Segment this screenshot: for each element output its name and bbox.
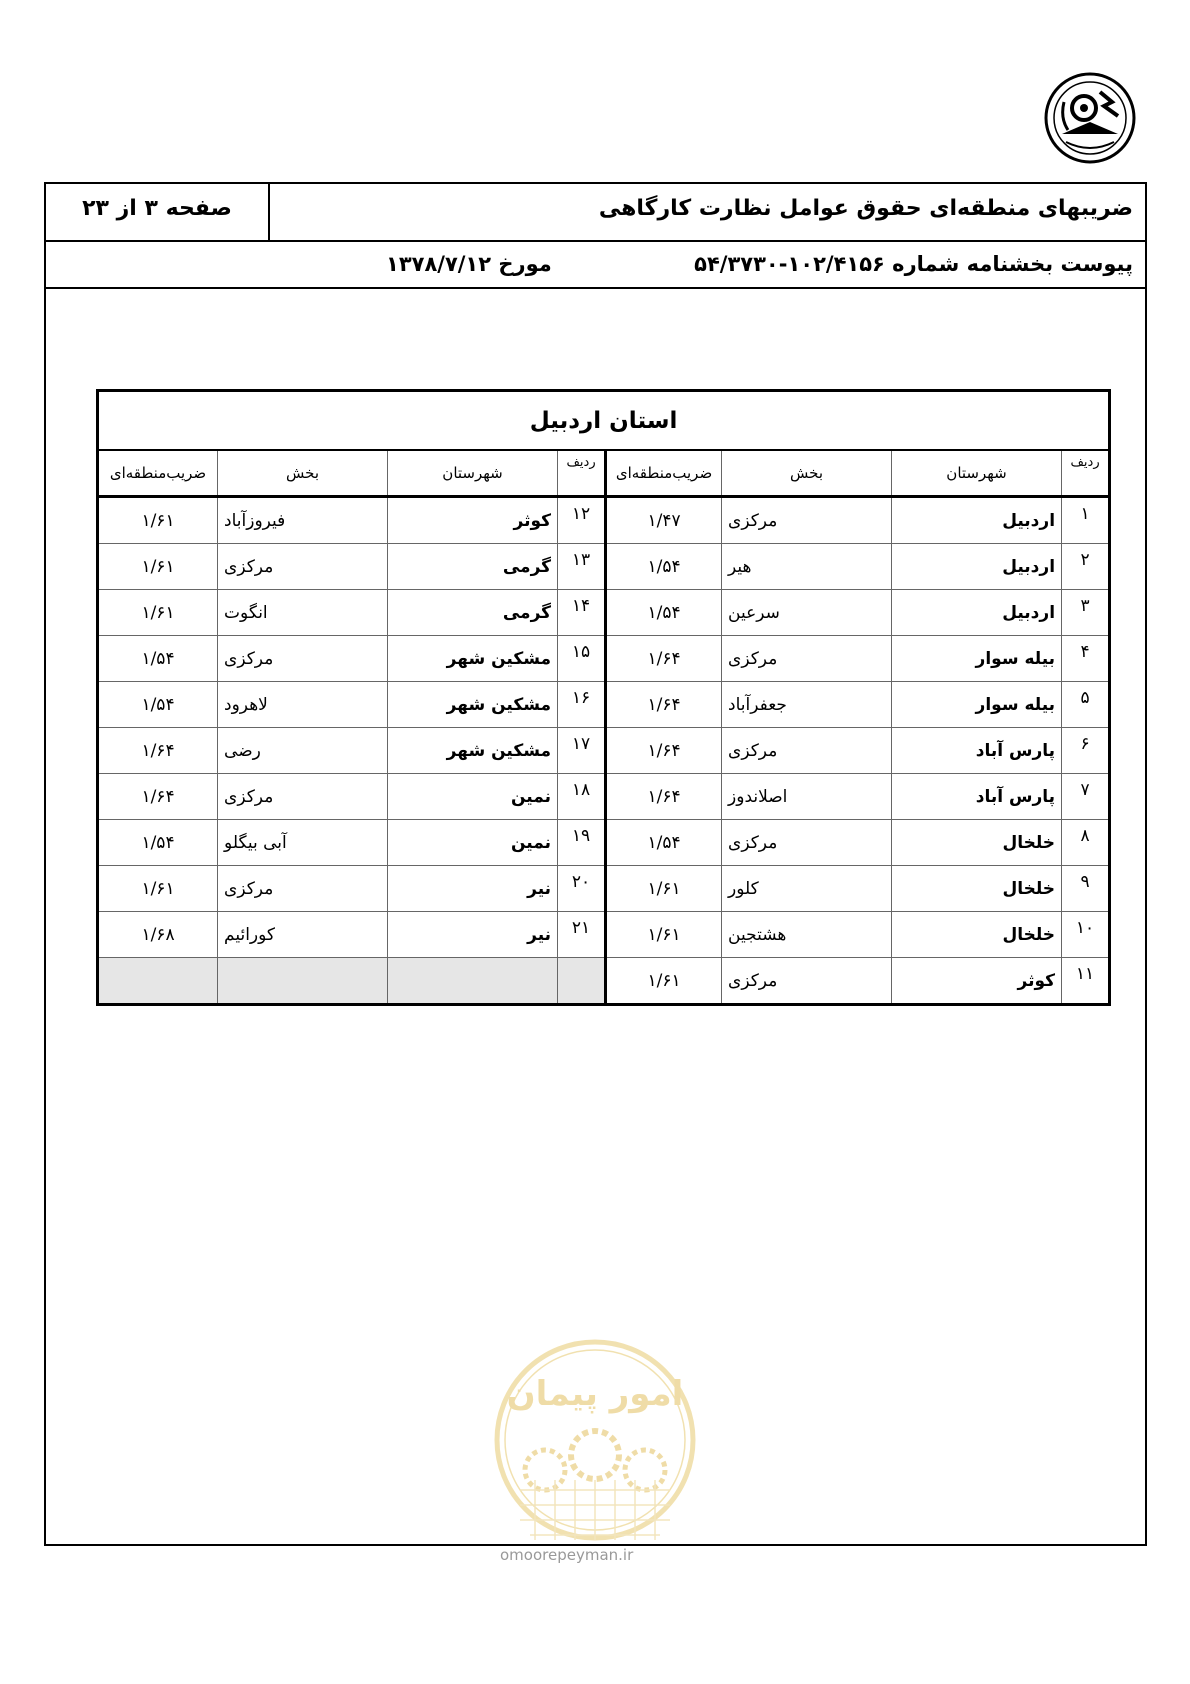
cell-district: مرکزی: [218, 636, 388, 682]
cell-district: مرکزی: [218, 774, 388, 820]
cell-district: مرکزی: [218, 866, 388, 912]
table-row: [98, 590, 1110, 636]
table-header-row: [98, 450, 1110, 497]
table-row: [98, 820, 1110, 866]
row-index: ۱۲: [558, 497, 606, 544]
table-row: [98, 958, 1110, 1005]
header-row: [46, 184, 1145, 242]
cell-city: گرمی: [388, 544, 558, 590]
col-header-index: ردیف: [558, 450, 606, 497]
cell-coef: ۱/۵۴: [606, 544, 722, 590]
cell-city: کوثر: [388, 497, 558, 544]
cell-city: مشکین شهر: [388, 682, 558, 728]
cell-city: نیر: [388, 912, 558, 958]
row-index: ۱۶: [558, 682, 606, 728]
cell-district: هشتجین: [722, 912, 892, 958]
cell-coef: ۱/۶۴: [606, 682, 722, 728]
col-header-district: بخش: [218, 450, 388, 497]
document-title: ضریبهای منطقه‌ای حقوق عوامل نظارت کارگاهی: [598, 196, 1133, 221]
cell-district: مرکزی: [722, 958, 892, 1005]
cell-coef: ۱/۶۱: [98, 544, 218, 590]
cell-coef: ۱/۶۴: [606, 636, 722, 682]
cell-district: کورائیم: [218, 912, 388, 958]
circular-row: [46, 242, 1145, 289]
col-header-district: بخش: [722, 450, 892, 497]
cell-coef: ۱/۶۸: [98, 912, 218, 958]
row-index: ۲۰: [558, 866, 606, 912]
row-index: ۱۵: [558, 636, 606, 682]
cell-district: اصلاندوز: [722, 774, 892, 820]
cell-coef: ۱/۵۴: [98, 820, 218, 866]
cell-city: مشکین شهر: [388, 636, 558, 682]
watermark-logo: [490, 1330, 700, 1570]
empty-cell: [388, 958, 558, 1005]
cell-district: هیر: [722, 544, 892, 590]
circular-number: پیوست بخشنامه شماره ۱۰۲/۴۱۵۶-۵۴/۳۷۳۰: [694, 252, 1133, 276]
cell-district: جعفرآباد: [722, 682, 892, 728]
cell-district: مرکزی: [218, 544, 388, 590]
cell-district: کلور: [722, 866, 892, 912]
table-row: [98, 497, 1110, 544]
page-number-box: [46, 184, 270, 240]
row-index: ۲۱: [558, 912, 606, 958]
col-header-city: شهرستان: [892, 450, 1062, 497]
cell-coef: ۱/۶۴: [606, 728, 722, 774]
row-index: ۶: [1062, 728, 1110, 774]
cell-city: کوثر: [892, 958, 1062, 1005]
cell-district: مرکزی: [722, 636, 892, 682]
cell-city: بیله سوار: [892, 636, 1062, 682]
cell-coef: ۱/۶۴: [98, 774, 218, 820]
cell-city: اردبیل: [892, 497, 1062, 544]
row-index: ۸: [1062, 820, 1110, 866]
cell-district: انگوت: [218, 590, 388, 636]
cell-city: اردبیل: [892, 590, 1062, 636]
cell-city: بیله سوار: [892, 682, 1062, 728]
row-index: ۱۹: [558, 820, 606, 866]
cell-coef: ۱/۶۱: [98, 866, 218, 912]
row-index: ۱۷: [558, 728, 606, 774]
watermark-url: omoorepeyman.ir: [500, 1546, 634, 1564]
empty-cell: [558, 958, 606, 1005]
table-row: [98, 866, 1110, 912]
table-row: [98, 682, 1110, 728]
row-index: ۱۸: [558, 774, 606, 820]
cell-coef: ۱/۶۱: [98, 590, 218, 636]
cell-coef: ۱/۵۴: [98, 636, 218, 682]
col-header-coef: ضریب‌منطقه‌ای: [606, 450, 722, 497]
row-index: ۳: [1062, 590, 1110, 636]
table-row: [98, 544, 1110, 590]
row-index: ۱۰: [1062, 912, 1110, 958]
row-index: ۱۳: [558, 544, 606, 590]
organization-logo: [1044, 72, 1136, 164]
cell-city: پارس آباد: [892, 774, 1062, 820]
table-row: [98, 636, 1110, 682]
row-index: ۷: [1062, 774, 1110, 820]
cell-coef: ۱/۶۴: [98, 728, 218, 774]
empty-cell: [218, 958, 388, 1005]
cell-city: گرمی: [388, 590, 558, 636]
cell-city: خلخال: [892, 820, 1062, 866]
cell-city: خلخال: [892, 866, 1062, 912]
circular-date: مورخ ۱۳۷۸/۷/۱۲: [386, 252, 552, 276]
cell-city: مشکین شهر: [388, 728, 558, 774]
col-header-coef: ضریب‌منطقه‌ای: [98, 450, 218, 497]
cell-district: آبی بیگلو: [218, 820, 388, 866]
row-index: ۵: [1062, 682, 1110, 728]
row-index: ۱۴: [558, 590, 606, 636]
cell-coef: ۱/۴۷: [606, 497, 722, 544]
empty-cell: [98, 958, 218, 1005]
table-row: [98, 774, 1110, 820]
cell-coef: ۱/۵۴: [98, 682, 218, 728]
row-index: ۴: [1062, 636, 1110, 682]
col-header-city: شهرستان: [388, 450, 558, 497]
page-number: صفحه ۳ از ۲۳: [82, 196, 232, 221]
cell-city: پارس آباد: [892, 728, 1062, 774]
cell-coef: ۱/۶۱: [606, 958, 722, 1005]
cell-district: فیروزآباد: [218, 497, 388, 544]
cell-district: مرکزی: [722, 497, 892, 544]
cell-district: مرکزی: [722, 820, 892, 866]
cell-city: خلخال: [892, 912, 1062, 958]
watermark-text: امور پیمان: [506, 1374, 684, 1414]
row-index: ۲: [1062, 544, 1110, 590]
cell-city: نمین: [388, 774, 558, 820]
cell-coef: ۱/۵۴: [606, 820, 722, 866]
cell-district: رضی: [218, 728, 388, 774]
cell-coef: ۱/۶۱: [606, 866, 722, 912]
table-row: [98, 912, 1110, 958]
cell-city: اردبیل: [892, 544, 1062, 590]
cell-coef: ۱/۵۴: [606, 590, 722, 636]
cell-city: نیر: [388, 866, 558, 912]
cell-city: نمین: [388, 820, 558, 866]
table-title: استان اردبیل: [98, 391, 1110, 451]
cell-coef: ۱/۶۱: [98, 497, 218, 544]
col-header-index: ردیف: [1062, 450, 1110, 497]
cell-coef: ۱/۶۱: [606, 912, 722, 958]
table-row: [98, 728, 1110, 774]
row-index: ۱۱: [1062, 958, 1110, 1005]
cell-district: مرکزی: [722, 728, 892, 774]
row-index: ۱: [1062, 497, 1110, 544]
cell-district: سرعین: [722, 590, 892, 636]
coefficient-table: [96, 389, 1111, 1006]
cell-district: لاهرود: [218, 682, 388, 728]
cell-coef: ۱/۶۴: [606, 774, 722, 820]
row-index: ۹: [1062, 866, 1110, 912]
